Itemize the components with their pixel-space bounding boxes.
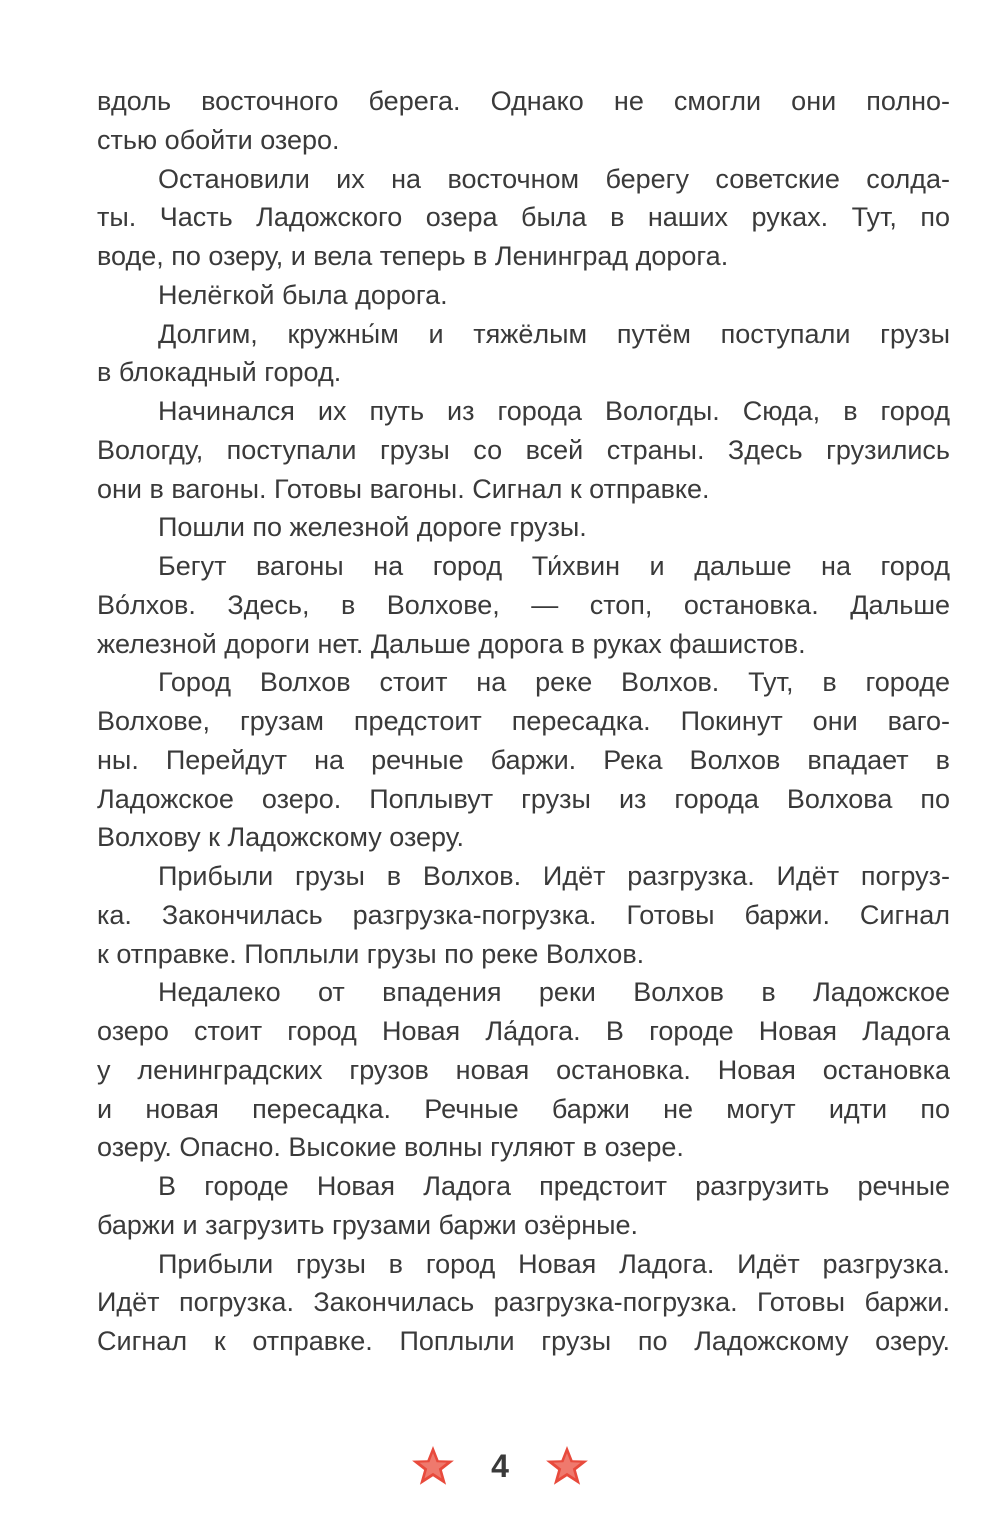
text-line: Сигнал к отправке. Поплыли грузы по Ладожскому озеру. (97, 1326, 950, 1356)
text-line: вдоль восточного берега. Однако не смогли они полно- (97, 86, 950, 116)
text-line: озеро стоит город Новая Ла́дога. В городе Новая Ладога (97, 1016, 950, 1046)
text-line: Начинался их путь из города Вологды. Сюда, в город (158, 396, 950, 426)
text-line: В городе Новая Ладога предстоит разгрузить речные (158, 1171, 950, 1201)
text-line: в блокадный город. (97, 357, 342, 388)
text-line: баржи и загрузить грузами баржи озёрные. (97, 1209, 639, 1240)
text-line: и новая пересадка. Речные баржи не могут идти по (97, 1093, 950, 1124)
text-line: Прибыли грузы в Волхов. Идёт разгрузка. Идёт погруз- (158, 861, 950, 891)
text-line: Ладожское озеро. Поплывут грузы из города Волхова по (97, 783, 950, 814)
text-line: Волхове, грузам предстоит пересадка. Покинут они ваго- (97, 706, 950, 736)
text-line: Остановили их на восточном берегу советские солда- (158, 163, 950, 194)
text-line: стью обойти озеро. (97, 124, 340, 155)
text-line: Пошли по железной дороге грузы. (158, 512, 587, 543)
text-line: железной дороги нет. Дальше дорога в руках фашистов. (97, 628, 806, 659)
text-line: Идёт погрузка. Закончилась разгрузка-погрузка. Готовы баржи. (97, 1287, 950, 1318)
text-line: Прибыли грузы в город Новая Ладога. Идёт разгрузка. (158, 1248, 950, 1279)
text-line: Долгим, кружны́м и тяжёлым путём поступали грузы (158, 318, 950, 349)
page-body (97, 82, 950, 1361)
star-icon (411, 1444, 455, 1488)
text-line: ны. Перейдут на речные баржи. Река Волхов впадает в (97, 744, 950, 775)
text-line: Во́лхов. Здесь, в Волхове, — стоп, остановка. Дальше (97, 589, 950, 620)
text-line: Недалеко от впадения реки Волхов в Ладожское (158, 977, 950, 1008)
text-line: ты. Часть Ладожского озера была в наших руках. Тут, по (97, 202, 950, 233)
text-line: Город Волхов стоит на реке Волхов. Тут, в городе (158, 667, 950, 698)
text-line: к отправке. Поплыли грузы по реке Волхов. (97, 938, 645, 969)
text-line: Бегут вагоны на город Ти́хвин и дальше на город (158, 551, 950, 581)
text-line: Нелёгкой была дорога. (158, 279, 448, 310)
text-line: у ленинградских грузов новая остановка. Новая остановка (97, 1054, 950, 1085)
text-line: они в вагоны. Готовы вагоны. Сигнал к отправке. (97, 473, 710, 504)
text-line: озеру. Опасно. Высокие волны гуляют в озере. (97, 1132, 684, 1163)
text-line: воде, по озеру, и вела теперь в Ленинград дорога. (97, 241, 729, 271)
page-number: 4 (491, 1448, 509, 1484)
text-line: ка. Закончилась разгрузка-погрузка. Готовы баржи. Сигнал (97, 899, 950, 930)
text-line: Волхову к Ладожскому озеру. (97, 822, 465, 853)
page-footer (0, 1438, 1000, 1494)
star-icon (545, 1444, 589, 1488)
text-line: Вологду, поступали грузы со всей страны. Здесь грузились (97, 434, 950, 465)
